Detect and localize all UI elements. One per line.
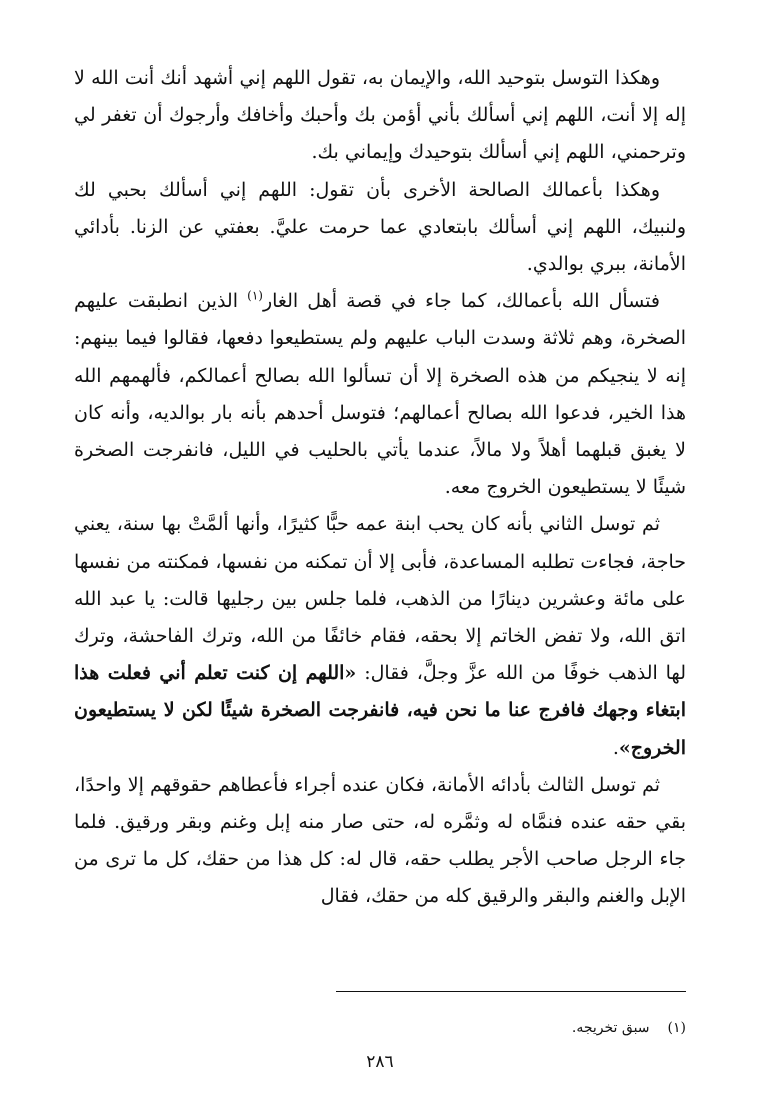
paragraph-4-end: .	[612, 736, 619, 759]
paragraph-3-rest: الذين انطبقت عليهم الصخرة، وهم ثلاثة وسدت الباب عليهم ولم يستطيعوا دفعها، فقالوا فيما بينهم: إنه لا ينجيكم من هذه الصخرة إلا أن تسألوا الله بصالح أعمالكم، فألهمهم الله هذا الخير، فدعوا الله بصالح أعمالهم؛ فتوسل أحدهم بأنه بار بوالديه، وأنه كان لا يغبق قبلهما أهلاً ولا مالاً، عندما يأتي بالحليب في الليل، فانفرجت الصخرة شيئًا لا يستطيعون الخروج معه.	[74, 290, 686, 499]
paragraph-4-start: ثم توسل الثاني بأنه كان يحب ابنة عمه حبًّا كثيرًا، وأنها ألمَّتْ بها سنة، يعني حاجة، فجاءت تطلبه المساعدة، فأبى إلا أن تمكنه من نفسها، فمكنته من نفسها على مائة وعشرين دينارًا من الذهب، فلما جلس بين رجليها قالت: يا عبد الله اتق الله، ولا تفض الخاتم إلا بحقه، فقام خائفًا من الله، وترك الفاحشة، وترك لها الذهب خوفًا من الله عزَّ وجلَّ، فقال:	[74, 513, 686, 685]
footnote-1	[74, 1020, 686, 1036]
paragraph-1: وهكذا التوسل بتوحيد الله، والإيمان به، تقول اللهم إني أشهد أنك أنت الله لا إله إلا أنت، اللهم إني أسألك بأني أؤمن بك وأحبك وأخافك وأرجوك أن تغفر لي وترحمني، اللهم إني أسألك بتوحيدك وإيماني بك.	[74, 67, 686, 164]
footnote-divider	[336, 991, 686, 992]
footnote-reference[interactable]: (١)	[247, 288, 263, 303]
bold-quote: «اللهم إن كنت تعلم أني فعلت هذا ابتغاء وجهك فافرج عنا ما نحن فيه، فانفرجت الصخرة شيئًا لكن لا يستطيعون الخروج»	[74, 662, 686, 759]
paragraph-5: ثم توسل الثالث بأدائه الأمانة، فكان عنده أجراء فأعطاهم حقوقهم إلا واحدًا، بقي حقه عنده فنمَّاه له وثمَّره له، حتى صار منه إبل وغنم وبقر ورقيق. فلما جاء الرجل صاحب الأجر يطلب حقه، قال له: كل هذا من حقك، كل ما ترى من الإبل والغنم والبقر والرقيق كله من حقك، فقال	[74, 773, 686, 908]
main-text	[74, 60, 686, 916]
paragraph-2: وهكذا بأعمالك الصالحة الأخرى بأن تقول: اللهم إني أسألك بحبي لك ولنبيك، اللهم إني أسألك بابتعادي عما حرمت عليَّ. بعفتي عن الزنا. بأدائي الأمانة، ببري بوالدي.	[74, 178, 686, 276]
page-number: ٢٨٦	[366, 1052, 394, 1072]
footnote-text: سبق تخريجه.	[571, 1020, 650, 1036]
paragraph-3	[74, 283, 686, 506]
paragraph-3-start: فتسأل الله بأعمالك، كما جاء في قصة أهل الغار	[262, 290, 660, 313]
paragraph-4	[74, 506, 686, 766]
footnote-number: (١)	[667, 1020, 686, 1036]
